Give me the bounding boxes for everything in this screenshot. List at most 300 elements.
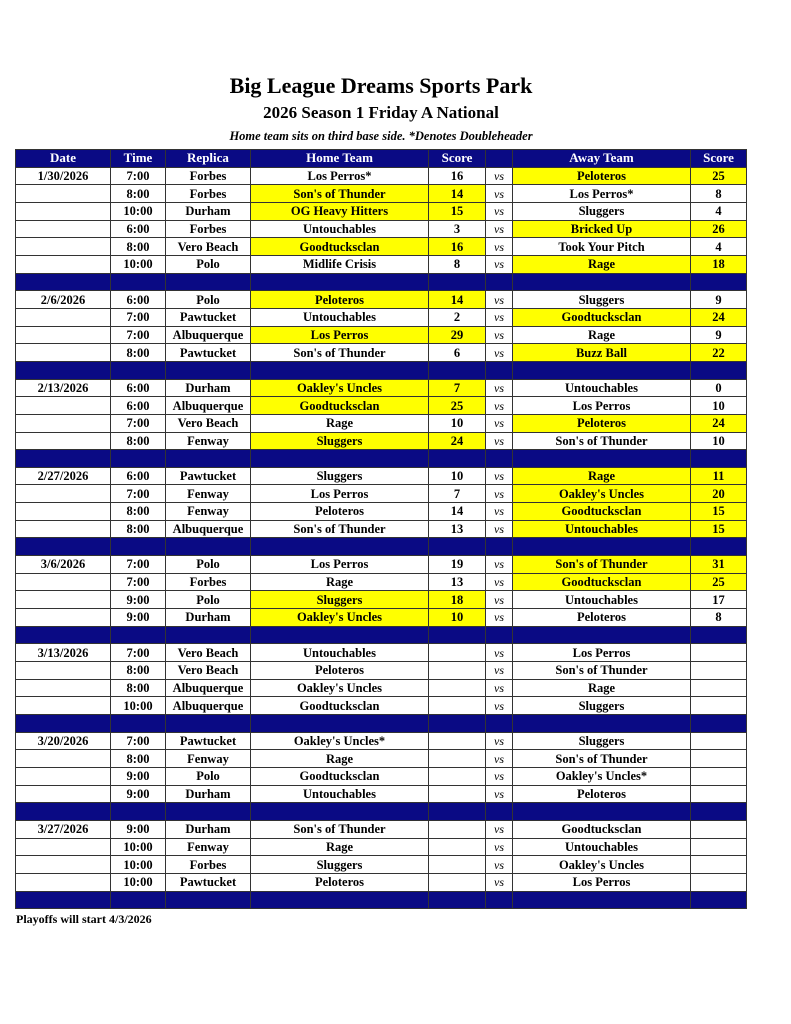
date-cell — [16, 432, 111, 450]
home-score-cell: 10 — [429, 609, 486, 627]
away-score-cell — [691, 820, 747, 838]
header-date: Date — [16, 150, 111, 168]
separator-cell — [166, 450, 251, 468]
vs-cell: vs — [486, 767, 513, 785]
game-row — [16, 732, 747, 750]
time-cell: 7:00 — [111, 644, 166, 662]
time-cell: 6:00 — [111, 379, 166, 397]
date-cell: 1/30/2026 — [16, 167, 111, 185]
away-score-cell — [691, 732, 747, 750]
time-cell: 6:00 — [111, 291, 166, 309]
vs-cell: vs — [486, 820, 513, 838]
date-cell — [16, 767, 111, 785]
game-row — [16, 167, 747, 185]
date-cell — [16, 255, 111, 273]
vs-cell: vs — [486, 662, 513, 680]
separator-cell — [111, 626, 166, 644]
time-cell: 6:00 — [111, 467, 166, 485]
home-score-cell: 7 — [429, 485, 486, 503]
home-score-cell — [429, 856, 486, 874]
separator-cell — [166, 273, 251, 291]
time-cell: 10:00 — [111, 838, 166, 856]
date-cell — [16, 520, 111, 538]
vs-cell: vs — [486, 485, 513, 503]
separator-cell — [16, 273, 111, 291]
home-team-cell: Peloteros — [251, 873, 429, 891]
date-cell — [16, 238, 111, 256]
away-team-cell: Los Perros — [513, 644, 691, 662]
away-team-cell: Sluggers — [513, 697, 691, 715]
away-score-cell: 17 — [691, 591, 747, 609]
vs-cell: vs — [486, 344, 513, 362]
home-score-cell — [429, 679, 486, 697]
away-team-cell: Sluggers — [513, 291, 691, 309]
replica-cell: Albuquerque — [166, 679, 251, 697]
away-score-cell: 4 — [691, 202, 747, 220]
away-score-cell — [691, 873, 747, 891]
time-cell: 7:00 — [111, 556, 166, 574]
header-row — [16, 150, 747, 168]
date-cell — [16, 591, 111, 609]
vs-cell: vs — [486, 573, 513, 591]
home-team-cell: Untouchables — [251, 220, 429, 238]
separator-cell — [251, 450, 429, 468]
date-cell — [16, 750, 111, 768]
replica-cell: Polo — [166, 255, 251, 273]
header-vs — [486, 150, 513, 168]
game-row — [16, 238, 747, 256]
game-row — [16, 767, 747, 785]
game-row — [16, 662, 747, 680]
home-score-cell — [429, 750, 486, 768]
separator-cell — [691, 361, 747, 379]
date-cell — [16, 485, 111, 503]
home-team-cell: Oakley's Uncles* — [251, 732, 429, 750]
separator-cell — [111, 450, 166, 468]
home-score-cell: 16 — [429, 238, 486, 256]
away-score-cell — [691, 662, 747, 680]
away-score-cell — [691, 750, 747, 768]
time-cell: 10:00 — [111, 856, 166, 874]
playoffs-note: Playoffs will start 4/3/2026 — [16, 912, 152, 926]
separator-cell — [111, 273, 166, 291]
game-row — [16, 820, 747, 838]
away-team-cell: Sluggers — [513, 202, 691, 220]
home-team-cell: Son's of Thunder — [251, 520, 429, 538]
separator-cell — [513, 803, 691, 821]
separator-cell — [513, 626, 691, 644]
vs-cell: vs — [486, 255, 513, 273]
vs-cell: vs — [486, 679, 513, 697]
replica-cell: Fenway — [166, 750, 251, 768]
game-row — [16, 838, 747, 856]
separator-cell — [513, 361, 691, 379]
separator-cell — [111, 538, 166, 556]
separator-cell — [429, 273, 486, 291]
game-row — [16, 432, 747, 450]
header-replica: Replica — [166, 150, 251, 168]
separator-cell — [486, 450, 513, 468]
week-separator — [16, 626, 747, 644]
date-cell — [16, 202, 111, 220]
time-cell: 6:00 — [111, 397, 166, 415]
home-score-cell: 25 — [429, 397, 486, 415]
separator-cell — [16, 803, 111, 821]
away-team-cell: Oakley's Uncles — [513, 485, 691, 503]
vs-cell: vs — [486, 379, 513, 397]
replica-cell: Polo — [166, 767, 251, 785]
separator-cell — [16, 626, 111, 644]
away-score-cell: 24 — [691, 414, 747, 432]
home-score-cell: 15 — [429, 202, 486, 220]
header-home-score: Score — [429, 150, 486, 168]
vs-cell: vs — [486, 732, 513, 750]
date-cell — [16, 326, 111, 344]
home-score-cell: 2 — [429, 308, 486, 326]
away-team-cell: Goodtucksclan — [513, 573, 691, 591]
replica-cell: Albuquerque — [166, 697, 251, 715]
week-separator — [16, 361, 747, 379]
game-row — [16, 556, 747, 574]
away-score-cell: 11 — [691, 467, 747, 485]
separator-cell — [251, 891, 429, 909]
separator-cell — [429, 891, 486, 909]
game-row — [16, 485, 747, 503]
doubleheader-note: Home team sits on third base side. *Denotes Doubleheader — [229, 129, 533, 143]
time-cell: 7:00 — [111, 485, 166, 503]
home-score-cell: 14 — [429, 503, 486, 521]
home-score-cell: 3 — [429, 220, 486, 238]
away-score-cell — [691, 679, 747, 697]
game-row — [16, 467, 747, 485]
home-team-cell: Midlife Crisis — [251, 255, 429, 273]
separator-cell — [166, 715, 251, 733]
away-score-cell: 9 — [691, 326, 747, 344]
date-cell — [16, 573, 111, 591]
date-cell — [16, 679, 111, 697]
home-score-cell: 10 — [429, 467, 486, 485]
separator-cell — [429, 361, 486, 379]
time-cell: 7:00 — [111, 573, 166, 591]
away-team-cell: Peloteros — [513, 785, 691, 803]
separator-cell — [513, 538, 691, 556]
replica-cell: Forbes — [166, 185, 251, 203]
replica-cell: Polo — [166, 291, 251, 309]
home-team-cell: Sluggers — [251, 467, 429, 485]
time-cell: 9:00 — [111, 767, 166, 785]
replica-cell: Durham — [166, 379, 251, 397]
home-score-cell — [429, 644, 486, 662]
replica-cell: Fenway — [166, 838, 251, 856]
away-score-cell: 0 — [691, 379, 747, 397]
away-score-cell: 26 — [691, 220, 747, 238]
date-cell — [16, 873, 111, 891]
replica-cell: Vero Beach — [166, 238, 251, 256]
away-score-cell: 10 — [691, 397, 747, 415]
replica-cell: Pawtucket — [166, 308, 251, 326]
game-row — [16, 520, 747, 538]
time-cell: 8:00 — [111, 344, 166, 362]
game-row — [16, 379, 747, 397]
game-row — [16, 397, 747, 415]
time-cell: 9:00 — [111, 785, 166, 803]
home-score-cell: 18 — [429, 591, 486, 609]
separator-cell — [486, 538, 513, 556]
week-separator — [16, 538, 747, 556]
home-team-cell: Rage — [251, 573, 429, 591]
away-team-cell: Peloteros — [513, 414, 691, 432]
home-team-cell: Son's of Thunder — [251, 185, 429, 203]
date-cell: 3/6/2026 — [16, 556, 111, 574]
vs-cell: vs — [486, 432, 513, 450]
replica-cell: Vero Beach — [166, 414, 251, 432]
home-score-cell: 10 — [429, 414, 486, 432]
vs-cell: vs — [486, 202, 513, 220]
vs-cell: vs — [486, 609, 513, 627]
game-row — [16, 856, 747, 874]
away-team-cell: Untouchables — [513, 838, 691, 856]
replica-cell: Pawtucket — [166, 732, 251, 750]
away-team-cell: Sluggers — [513, 732, 691, 750]
header-time: Time — [111, 150, 166, 168]
home-score-cell — [429, 767, 486, 785]
separator-cell — [16, 450, 111, 468]
home-team-cell: Los Perros — [251, 556, 429, 574]
separator-cell — [691, 626, 747, 644]
away-score-cell: 15 — [691, 520, 747, 538]
time-cell: 8:00 — [111, 503, 166, 521]
away-score-cell: 8 — [691, 609, 747, 627]
date-cell — [16, 785, 111, 803]
time-cell: 8:00 — [111, 750, 166, 768]
game-row — [16, 414, 747, 432]
home-team-cell: Oakley's Uncles — [251, 609, 429, 627]
separator-cell — [429, 803, 486, 821]
away-score-cell: 24 — [691, 308, 747, 326]
away-team-cell: Untouchables — [513, 591, 691, 609]
date-cell — [16, 414, 111, 432]
separator-cell — [429, 450, 486, 468]
separator-cell — [513, 450, 691, 468]
home-team-cell: Untouchables — [251, 308, 429, 326]
date-cell — [16, 397, 111, 415]
home-team-cell: Rage — [251, 414, 429, 432]
separator-cell — [513, 715, 691, 733]
vs-cell: vs — [486, 503, 513, 521]
date-cell: 2/13/2026 — [16, 379, 111, 397]
vs-cell: vs — [486, 644, 513, 662]
replica-cell: Vero Beach — [166, 662, 251, 680]
time-cell: 9:00 — [111, 820, 166, 838]
separator-cell — [166, 891, 251, 909]
vs-cell: vs — [486, 185, 513, 203]
time-cell: 6:00 — [111, 220, 166, 238]
away-team-cell: Los Perros* — [513, 185, 691, 203]
separator-cell — [111, 361, 166, 379]
home-score-cell: 16 — [429, 167, 486, 185]
home-score-cell — [429, 697, 486, 715]
replica-cell: Durham — [166, 609, 251, 627]
date-cell — [16, 856, 111, 874]
home-team-cell: Oakley's Uncles — [251, 679, 429, 697]
separator-cell — [16, 891, 111, 909]
home-team-cell: Peloteros — [251, 662, 429, 680]
header-home-team: Home Team — [251, 150, 429, 168]
vs-cell: vs — [486, 167, 513, 185]
away-team-cell: Peloteros — [513, 609, 691, 627]
game-row — [16, 291, 747, 309]
home-team-cell: Goodtucksclan — [251, 397, 429, 415]
game-row — [16, 503, 747, 521]
away-team-cell: Bricked Up — [513, 220, 691, 238]
separator-cell — [486, 273, 513, 291]
separator-cell — [691, 450, 747, 468]
away-team-cell: Goodtucksclan — [513, 308, 691, 326]
time-cell: 8:00 — [111, 432, 166, 450]
time-cell: 7:00 — [111, 167, 166, 185]
home-team-cell: Los Perros — [251, 485, 429, 503]
date-cell — [16, 662, 111, 680]
home-team-cell: Peloteros — [251, 503, 429, 521]
date-cell: 3/27/2026 — [16, 820, 111, 838]
home-team-cell: Goodtucksclan — [251, 697, 429, 715]
away-score-cell: 25 — [691, 573, 747, 591]
replica-cell: Polo — [166, 556, 251, 574]
separator-cell — [111, 803, 166, 821]
separator-cell — [166, 361, 251, 379]
schedule-table — [15, 149, 747, 909]
home-score-cell — [429, 820, 486, 838]
home-team-cell: Son's of Thunder — [251, 820, 429, 838]
separator-cell — [429, 626, 486, 644]
home-team-cell: Untouchables — [251, 785, 429, 803]
away-team-cell: Took Your Pitch — [513, 238, 691, 256]
separator-cell — [486, 803, 513, 821]
vs-cell: vs — [486, 750, 513, 768]
replica-cell: Fenway — [166, 485, 251, 503]
separator-cell — [486, 891, 513, 909]
home-team-cell: Peloteros — [251, 291, 429, 309]
vs-cell: vs — [486, 326, 513, 344]
time-cell: 7:00 — [111, 414, 166, 432]
away-score-cell — [691, 697, 747, 715]
game-row — [16, 679, 747, 697]
separator-cell — [166, 626, 251, 644]
vs-cell: vs — [486, 697, 513, 715]
away-team-cell: Son's of Thunder — [513, 556, 691, 574]
home-team-cell: Sluggers — [251, 591, 429, 609]
away-team-cell: Rage — [513, 679, 691, 697]
away-score-cell: 15 — [691, 503, 747, 521]
home-team-cell: Goodtucksclan — [251, 767, 429, 785]
away-team-cell: Son's of Thunder — [513, 750, 691, 768]
replica-cell: Forbes — [166, 573, 251, 591]
separator-cell — [251, 361, 429, 379]
date-cell — [16, 503, 111, 521]
header-away-team: Away Team — [513, 150, 691, 168]
home-score-cell — [429, 662, 486, 680]
separator-cell — [111, 715, 166, 733]
vs-cell: vs — [486, 556, 513, 574]
separator-cell — [251, 538, 429, 556]
game-row — [16, 185, 747, 203]
separator-cell — [486, 715, 513, 733]
home-team-cell: Sluggers — [251, 856, 429, 874]
time-cell: 7:00 — [111, 326, 166, 344]
separator-cell — [429, 538, 486, 556]
replica-cell: Pawtucket — [166, 873, 251, 891]
away-team-cell: Los Perros — [513, 873, 691, 891]
separator-cell — [166, 538, 251, 556]
replica-cell: Albuquerque — [166, 397, 251, 415]
home-score-cell: 14 — [429, 185, 486, 203]
home-team-cell: Rage — [251, 838, 429, 856]
away-team-cell: Goodtucksclan — [513, 820, 691, 838]
week-separator — [16, 273, 747, 291]
away-team-cell: Untouchables — [513, 520, 691, 538]
away-score-cell: 9 — [691, 291, 747, 309]
home-team-cell: Los Perros — [251, 326, 429, 344]
vs-cell: vs — [486, 238, 513, 256]
replica-cell: Durham — [166, 202, 251, 220]
vs-cell: vs — [486, 414, 513, 432]
away-score-cell — [691, 838, 747, 856]
time-cell: 9:00 — [111, 609, 166, 627]
time-cell: 10:00 — [111, 202, 166, 220]
away-team-cell: Oakley's Uncles* — [513, 767, 691, 785]
game-row — [16, 609, 747, 627]
separator-cell — [691, 803, 747, 821]
separator-cell — [166, 803, 251, 821]
replica-cell: Polo — [166, 591, 251, 609]
replica-cell: Albuquerque — [166, 520, 251, 538]
time-cell: 10:00 — [111, 255, 166, 273]
away-score-cell: 22 — [691, 344, 747, 362]
vs-cell: vs — [486, 838, 513, 856]
separator-cell — [486, 361, 513, 379]
vs-cell: vs — [486, 291, 513, 309]
date-cell — [16, 220, 111, 238]
time-cell: 9:00 — [111, 591, 166, 609]
date-cell — [16, 609, 111, 627]
separator-cell — [251, 626, 429, 644]
separator-cell — [691, 538, 747, 556]
game-row — [16, 591, 747, 609]
week-separator — [16, 803, 747, 821]
time-cell: 8:00 — [111, 520, 166, 538]
away-team-cell: Goodtucksclan — [513, 503, 691, 521]
game-row — [16, 697, 747, 715]
home-score-cell: 19 — [429, 556, 486, 574]
home-team-cell: Son's of Thunder — [251, 344, 429, 362]
away-team-cell: Peloteros — [513, 167, 691, 185]
separator-cell — [251, 803, 429, 821]
home-team-cell: Los Perros* — [251, 167, 429, 185]
replica-cell: Fenway — [166, 432, 251, 450]
away-team-cell: Rage — [513, 255, 691, 273]
home-score-cell — [429, 785, 486, 803]
time-cell: 8:00 — [111, 238, 166, 256]
separator-cell — [16, 538, 111, 556]
home-score-cell — [429, 838, 486, 856]
separator-cell — [513, 273, 691, 291]
page-subtitle: 2026 Season 1 Friday A National — [263, 103, 499, 122]
game-row — [16, 202, 747, 220]
home-score-cell — [429, 873, 486, 891]
away-team-cell: Rage — [513, 467, 691, 485]
away-score-cell — [691, 856, 747, 874]
game-row — [16, 785, 747, 803]
